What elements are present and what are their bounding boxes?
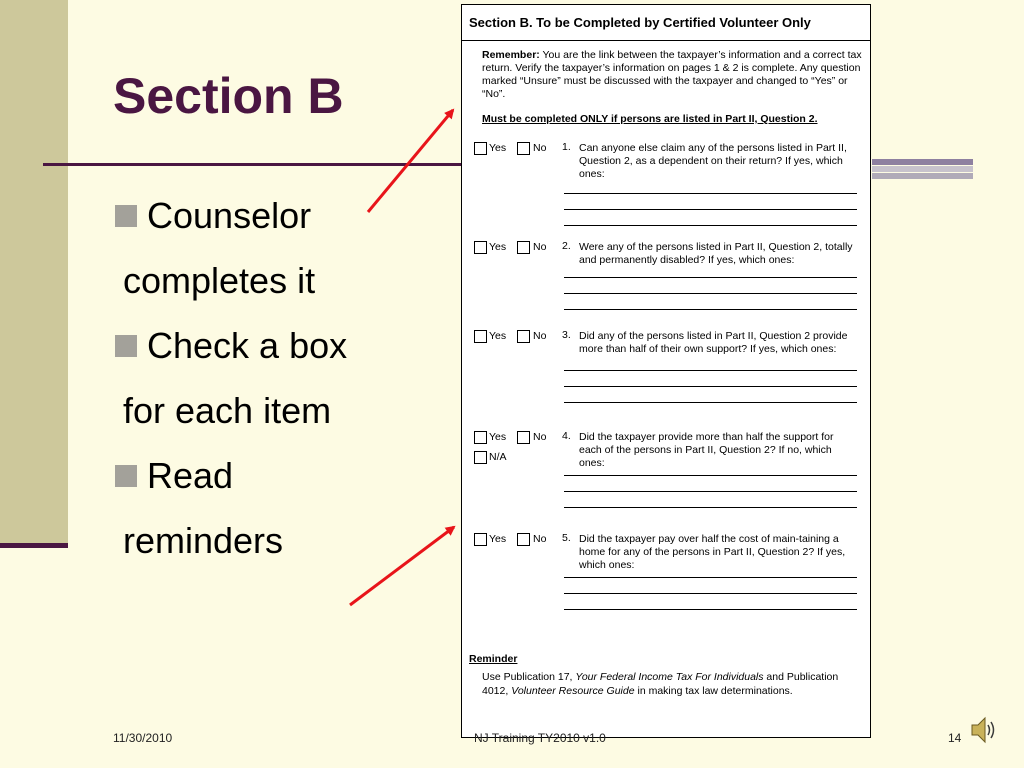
na-label: N/A [489, 451, 507, 463]
bullet-text: Counselor [147, 195, 312, 236]
reminder-text [482, 671, 852, 698]
no-checkbox[interactable] [517, 431, 530, 444]
question-text: Can anyone else claim any of the persons listed in Part II, Question 2, as a dependent on their return? If yes, which ones: [579, 142, 847, 180]
left-decor-bar [0, 0, 68, 545]
yes-checkbox[interactable] [474, 533, 487, 546]
publication-17-title: Your Federal Income Tax For Individuals [575, 671, 764, 683]
yes-label: Yes [489, 330, 507, 342]
question-number: 4. [562, 430, 571, 442]
question-number: 1. [562, 141, 571, 153]
answer-line [564, 593, 857, 594]
bullet-item [115, 313, 455, 378]
reminder-heading: Reminder [469, 653, 518, 665]
no-label: No [533, 241, 547, 253]
slide-title: Section B [113, 68, 344, 124]
yes-label: Yes [489, 142, 507, 154]
bullet-square-icon [115, 205, 137, 227]
form-image [461, 4, 871, 738]
right-decor-band [872, 159, 973, 165]
yes-label: Yes [489, 533, 507, 545]
no-checkbox[interactable] [517, 142, 530, 155]
bullet-text: Check a box [147, 325, 348, 366]
speaker-icon[interactable] [970, 714, 998, 746]
yes-checkbox[interactable] [474, 241, 487, 254]
bullet-continuation: reminders [123, 520, 284, 561]
remember-label: Remember: [482, 49, 540, 61]
form-header: Section B. To be Completed by Certified Volunteer Only [462, 5, 870, 41]
footer-date: 11/30/2010 [113, 731, 173, 745]
answer-line [564, 209, 857, 210]
right-decor-band [872, 166, 973, 172]
answer-line [564, 402, 857, 403]
no-checkbox[interactable] [517, 533, 530, 546]
question-number: 5. [562, 532, 571, 544]
bullet-text: Read [147, 455, 234, 496]
bullet-item [115, 183, 455, 248]
question-number: 2. [562, 240, 571, 252]
answer-line [564, 193, 857, 194]
bullet-square-icon [115, 335, 137, 357]
remember-note [482, 49, 862, 101]
left-decor-line [0, 543, 68, 548]
no-label: No [533, 330, 547, 342]
answer-line [564, 370, 857, 371]
answer-line [564, 309, 857, 310]
yes-checkbox[interactable] [474, 431, 487, 444]
answer-line [564, 293, 857, 294]
question-text: Did the taxpayer provide more than half the support for each of the persons in Part II, Question 2? If no, which ones: [579, 431, 834, 469]
answer-line [564, 609, 857, 610]
no-checkbox[interactable] [517, 330, 530, 343]
title-divider [43, 163, 468, 166]
question-text: Did the taxpayer pay over half the cost of main-taining a home for any of the persons in Part II, Question 2? If yes, which ones: [579, 533, 846, 571]
answer-line [564, 507, 857, 508]
answer-line [564, 491, 857, 492]
no-label: No [533, 142, 547, 154]
footer-center: NJ Training TY2010 v1.0 [474, 731, 606, 745]
bullet-list [115, 183, 455, 573]
question-text: Did any of the persons listed in Part II, Question 2 provide more than half of their own support? If yes, which ones: [579, 330, 848, 355]
yes-label: Yes [489, 431, 507, 443]
answer-line [564, 577, 857, 578]
must-complete-note: Must be completed ONLY if persons are listed in Part II, Question 2. [482, 113, 818, 125]
remember-text: You are the link between the taxpayer’s information and a correct tax return. Verify the taxpayer’s information on pages 1 & 2 is complete. Any question marked “Unsure” must be discussed with the taxpayer and changed to “Yes” or “No”. [482, 49, 862, 100]
bullet-continuation: for each item [123, 390, 332, 431]
na-checkbox[interactable] [474, 451, 487, 464]
reminder-text-part: in making tax law determinations. [634, 684, 793, 697]
yes-checkbox[interactable] [474, 142, 487, 155]
no-label: No [533, 533, 547, 545]
reminder-text-part: and Publication 4012, [482, 671, 839, 697]
bullet-item [115, 443, 455, 508]
answer-line [564, 475, 857, 476]
yes-checkbox[interactable] [474, 330, 487, 343]
yes-label: Yes [489, 241, 507, 253]
answer-line [564, 225, 857, 226]
no-label: No [533, 431, 547, 443]
publication-4012-title: Volunteer Resource Guide [511, 684, 635, 697]
reminder-text-part: Use Publication 17, [482, 671, 576, 683]
bullet-square-icon [115, 465, 137, 487]
slide-number: 14 [948, 731, 962, 745]
bullet-continuation: completes it [123, 260, 316, 301]
answer-line [564, 386, 857, 387]
right-decor-band [872, 173, 973, 179]
answer-line [564, 277, 857, 278]
question-text: Were any of the persons listed in Part II, Question 2, totally and permanently disabled? If yes, which ones: [579, 241, 853, 266]
no-checkbox[interactable] [517, 241, 530, 254]
question-number: 3. [562, 329, 571, 341]
